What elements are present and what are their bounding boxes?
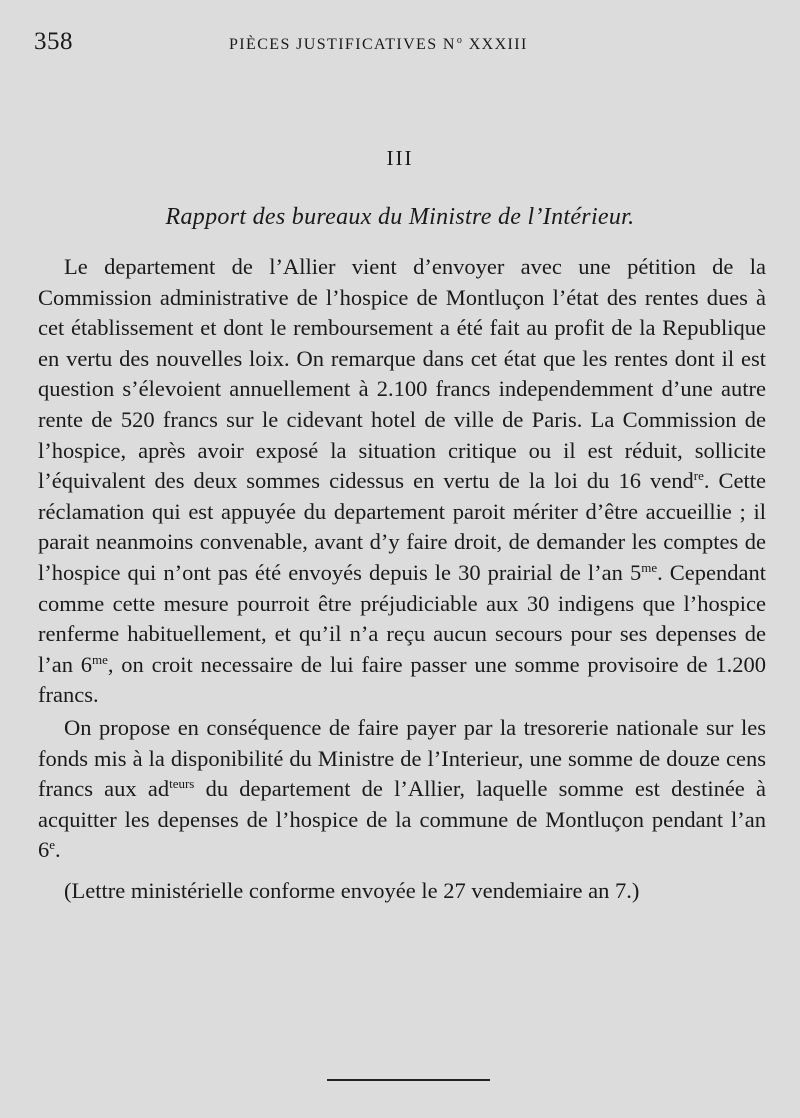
running-head-superscript: o [456,35,464,46]
superscript: teurs [169,776,195,792]
superscript: me [641,559,658,575]
page-number: 358 [34,28,73,55]
running-head [229,35,528,54]
document-title: Rapport des bureaux du Ministre de l’Intérieur. [165,204,635,230]
page-header [34,28,766,60]
paragraph-proposal: On propose en conséquence de faire payer par la tresorerie nationale sur les fonds mis à la disponibilité du Ministre de l’Interieur, une somme de douze cens francs aux $ad^{teurs}$ du departement de l’Allier, laquelle somme est destinée à acquitter les depenses de l’hospice de la commune de Montluçon pendant l’an 6e. [38,714,766,863]
running-head-text: PIÈCES JUSTIFICATIVES N [229,36,456,53]
superscript: e [49,837,56,853]
running-head-number: XXXIII [463,36,528,53]
paragraph-note: (Lettre ministérielle conforme envoyée le 27 vendemiaire an 7.) [64,877,640,903]
superscript: re [693,468,704,484]
superscript: me [92,651,108,667]
paragraph-report: Le departement de l’Allier vient d’envoyer avec une pétition de la Commission administrative de l’hospice de Montluçon l’état des rentes dues à cet établissement et dont le remboursement a été fait au profit de la Republique en vertu des nouvelles loix. On remarque dans cet état que les rentes dont il est question s’élevoient annuellement à 2.100 francs independemment d’une autre rente de 520 francs sur le cidevant hotel de ville de Paris. La Commission de l’hospice, après avoir exposé la situation critique ou il est réduit, sollicite l’équivalent des deux sommes cidessus en vertu de la loi du 16 vend$^{re}$. Cette réclamation qui est appuyée du departement paroit mériter d’être accueillie ; il parait neanmoins convenable, avant d’y faire droit, de demander les comptes de l’hospice qui n’ont pas été envoyés depuis le 30 prairial de l’an $5^{me}$. Cependant comme cette mesure pourroit être préjudiciable aux 30 indigens que l’hospice renferme habituellement, et qu’il n’a reçu aucun secours pour ses depenses de l’an $6^{me}$, on croit necessaire de lui faire passer une somme provisoire de 1.200 francs. [38,254,767,708]
closing-rule [327,1079,490,1081]
document-body [38,252,766,906]
section-number: III [386,146,414,170]
